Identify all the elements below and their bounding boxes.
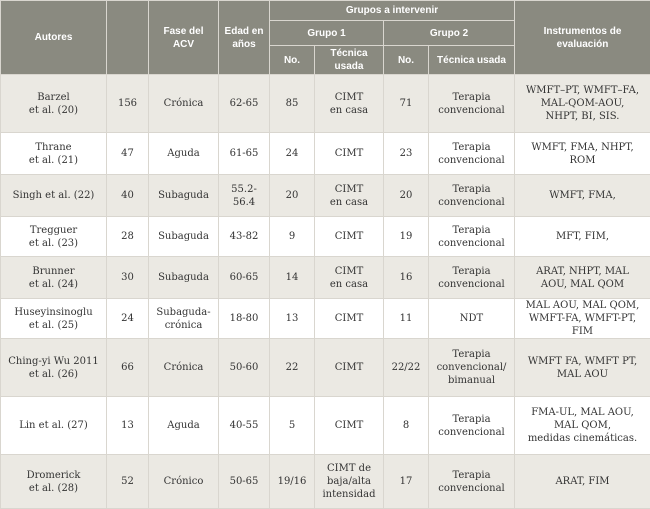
cell-g2-no (384, 217, 429, 257)
cell-n (107, 75, 149, 133)
cell-g1-no-text: 19/16 (278, 475, 307, 488)
cell-fase-text: Crónico (164, 475, 204, 488)
cell-autor-text: Ching-yi Wu 2011 et al. (26) (8, 355, 98, 381)
cell-g2-no-text: 17 (400, 475, 413, 488)
cell-autor-text: Huseyinsinoglu et al. (25) (14, 306, 92, 332)
table-row (1, 257, 650, 299)
cell-fase (149, 175, 219, 217)
cell-g1-no (270, 257, 315, 299)
cell-g2-no-text: 23 (400, 147, 413, 160)
cell-instrumentos (515, 75, 650, 133)
cell-g2-tecnica (429, 299, 515, 339)
cell-edad (219, 397, 270, 455)
cell-g1-tecnica-text: CIMT en casa (330, 91, 368, 117)
cell-fase (149, 299, 219, 339)
cell-instrumentos-text: WMFT, FMA, (549, 189, 616, 202)
cell-instrumentos (515, 257, 650, 299)
cell-autor-text: Singh et al. (22) (13, 189, 95, 202)
table-row (1, 339, 650, 397)
cell-g1-no (270, 175, 315, 217)
cell-autor-text: Barzel et al. (20) (29, 91, 78, 117)
cell-fase-text: Subaguda- crónica (156, 306, 210, 332)
cell-g1-tecnica-text: CIMT (335, 147, 364, 160)
cell-fase-text: Aguda (167, 419, 199, 432)
cell-fase-text: Aguda (167, 147, 199, 160)
cell-g2-no (384, 299, 429, 339)
col-header-edad: Edad en años (219, 1, 270, 75)
cell-edad-text: 43-82 (230, 230, 259, 243)
cell-fase (149, 217, 219, 257)
cell-fase (149, 133, 219, 175)
cell-g2-no-text: 11 (400, 312, 413, 325)
cell-g1-no (270, 133, 315, 175)
cell-g2-no-text: 16 (400, 271, 413, 284)
cell-fase (149, 75, 219, 133)
cell-g2-no (384, 257, 429, 299)
cell-instrumentos-text: MFT, FIM, (556, 230, 609, 243)
cell-instrumentos (515, 217, 650, 257)
cell-autor-text: Lin et al. (27) (19, 419, 88, 432)
table-row (1, 75, 650, 133)
cell-n-text: 13 (121, 419, 134, 432)
col-header-instrumentos: Instrumentos de evaluación (515, 1, 650, 75)
cell-g1-tecnica-text: CIMT en casa (330, 183, 368, 209)
col-header-g2-no: No. (384, 46, 429, 75)
col-header-fase: Fase del ACV (149, 1, 219, 75)
cell-edad-text: 40-55 (230, 419, 259, 432)
cell-g2-tecnica (429, 75, 515, 133)
cell-n-text: 66 (121, 361, 134, 374)
cell-edad (219, 175, 270, 217)
cell-autor (1, 175, 107, 217)
cell-fase-text: Subaguda (158, 189, 209, 202)
cell-n-text: 40 (121, 189, 134, 202)
cell-fase-text: Crónica (164, 97, 204, 110)
cell-edad-text: 50-60 (230, 361, 259, 374)
cell-g1-tecnica (315, 339, 384, 397)
cell-g1-no-text: 85 (286, 97, 299, 110)
cell-g1-no-text: 9 (289, 230, 295, 243)
cell-fase (149, 339, 219, 397)
cell-g2-no (384, 75, 429, 133)
cell-g2-tecnica (429, 133, 515, 175)
table-row (1, 175, 650, 217)
cell-g1-tecnica-text: CIMT (335, 361, 364, 374)
cell-autor-text: Brunner et al. (24) (29, 265, 78, 291)
cell-g1-no (270, 455, 315, 509)
cell-g1-tecnica (315, 299, 384, 339)
cell-n-text: 28 (121, 230, 134, 243)
cell-g1-no-text: 13 (286, 312, 299, 325)
cell-autor (1, 339, 107, 397)
cell-autor-text: Thrane et al. (21) (29, 141, 78, 167)
col-header-g1-no: No. (270, 46, 315, 75)
cell-fase (149, 455, 219, 509)
cell-edad-text: 50-65 (230, 475, 259, 488)
cell-g2-no-text: 19 (400, 230, 413, 243)
cell-edad (219, 299, 270, 339)
cell-g1-no (270, 339, 315, 397)
cell-edad (219, 75, 270, 133)
cell-g2-no (384, 175, 429, 217)
cell-g2-no-text: 8 (403, 419, 409, 432)
cell-g2-no (384, 455, 429, 509)
cell-fase (149, 397, 219, 455)
cell-n (107, 339, 149, 397)
cell-n-text: 156 (118, 97, 137, 110)
cell-edad-text: 61-65 (230, 147, 259, 160)
cell-autor (1, 217, 107, 257)
cell-g1-no-text: 5 (289, 419, 295, 432)
cell-n-text: 52 (121, 475, 134, 488)
cell-g1-tecnica-text: CIMT (335, 230, 364, 243)
table-row (1, 217, 650, 257)
cell-edad (219, 455, 270, 509)
cell-g1-tecnica-text: CIMT (335, 312, 364, 325)
cell-instrumentos (515, 133, 650, 175)
cell-g1-tecnica-text: CIMT en casa (330, 265, 368, 291)
cell-g1-tecnica (315, 175, 384, 217)
table-row (1, 397, 650, 455)
cell-g1-no (270, 299, 315, 339)
cell-g2-tecnica (429, 339, 515, 397)
cell-instrumentos-text: WMFT FA, WMFT PT, MAL AOU (528, 355, 637, 381)
cell-edad (219, 133, 270, 175)
cell-n-text: 47 (121, 147, 134, 160)
cell-g2-tecnica-text: Terapia convencional (438, 183, 505, 209)
cell-g1-no-text: 22 (286, 361, 299, 374)
col-header-autores: Autores (1, 1, 107, 75)
cell-g2-tecnica-text: Terapia convencional (438, 91, 505, 117)
cell-g2-no-text: 71 (400, 97, 413, 110)
cell-autor (1, 257, 107, 299)
cell-g2-tecnica-text: Terapia convencional (438, 141, 505, 167)
cell-n (107, 455, 149, 509)
cell-g1-tecnica-text: CIMT (335, 419, 364, 432)
cell-g1-no-text: 14 (286, 271, 299, 284)
cell-g1-tecnica (315, 133, 384, 175)
cell-edad (219, 257, 270, 299)
col-header-n (107, 1, 149, 75)
cell-instrumentos-text: WMFT–PT, WMFT–FA, MAL-QOM-AOU, NHPT, BI, SIS. (526, 84, 639, 123)
cell-instrumentos-text: ARAT, NHPT, MAL AOU, MAL QOM (536, 265, 629, 291)
table-row (1, 133, 650, 175)
cell-n (107, 217, 149, 257)
cell-g2-tecnica-text: Terapia convencional (438, 224, 505, 250)
cell-instrumentos-text: MAL AOU, MAL QOM, WMFT-FA, WMFT-PT, FIM (517, 299, 648, 338)
cell-g1-tecnica (315, 217, 384, 257)
cell-instrumentos-text: WMFT, FMA, NHPT, ROM (517, 141, 648, 167)
cell-autor (1, 397, 107, 455)
cell-edad (219, 339, 270, 397)
cell-fase-text: Subaguda (158, 271, 209, 284)
cell-n (107, 299, 149, 339)
cell-g2-tecnica-text: NDT (460, 312, 483, 325)
cell-g2-tecnica (429, 397, 515, 455)
cell-fase-text: Subaguda (158, 230, 209, 243)
cell-edad-text: 18-80 (230, 312, 259, 325)
cell-instrumentos-text: ARAT, FIM (555, 475, 609, 488)
cell-autor (1, 133, 107, 175)
col-header-g2-tecnica: Técnica usada (429, 46, 515, 75)
cell-g1-no-text: 20 (286, 189, 299, 202)
cell-g2-no-text: 20 (400, 189, 413, 202)
table-row (1, 455, 650, 509)
cell-g2-tecnica-text: Terapia convencional (438, 413, 505, 439)
cell-g2-no (384, 133, 429, 175)
cell-g1-tecnica (315, 397, 384, 455)
cell-fase-text: Crónica (164, 361, 204, 374)
cell-instrumentos (515, 339, 650, 397)
col-header-grupo1: Grupo 1 (270, 21, 384, 46)
cell-instrumentos (515, 299, 650, 339)
cell-g1-tecnica (315, 455, 384, 509)
cell-g1-no-text: 24 (286, 147, 299, 160)
cell-instrumentos (515, 397, 650, 455)
cell-autor (1, 75, 107, 133)
cell-g2-no (384, 397, 429, 455)
cell-edad-text: 62-65 (230, 97, 259, 110)
cell-g2-tecnica-text: Terapia convencional (438, 469, 505, 495)
table-row (1, 299, 650, 339)
cell-n-text: 24 (121, 312, 134, 325)
cell-n (107, 397, 149, 455)
cell-edad-text: 55.2- 56.4 (231, 183, 257, 209)
cell-n-text: 30 (121, 271, 134, 284)
cell-g2-tecnica-text: Terapia convencional/ bimanual (437, 348, 507, 387)
cell-g2-tecnica (429, 217, 515, 257)
cell-g1-no (270, 397, 315, 455)
cell-g2-tecnica-text: Terapia convencional (438, 265, 505, 291)
col-header-g1-tecnica: Técnica usada (315, 46, 384, 75)
cell-n (107, 133, 149, 175)
cell-edad-text: 60-65 (230, 271, 259, 284)
cell-autor-text: Tregguer et al. (23) (29, 224, 78, 250)
cell-g2-no-text: 22/22 (392, 361, 421, 374)
cell-autor-text: Dromerick et al. (28) (27, 469, 81, 495)
cell-g1-tecnica (315, 257, 384, 299)
cell-n (107, 175, 149, 217)
cell-fase (149, 257, 219, 299)
cell-g2-no (384, 339, 429, 397)
cell-g1-no (270, 217, 315, 257)
cell-autor (1, 299, 107, 339)
cell-instrumentos (515, 175, 650, 217)
cell-autor (1, 455, 107, 509)
cell-edad (219, 217, 270, 257)
cell-g2-tecnica (429, 175, 515, 217)
cell-g1-tecnica (315, 75, 384, 133)
cell-g2-tecnica (429, 257, 515, 299)
cell-instrumentos (515, 455, 650, 509)
cell-g1-tecnica-text: CIMT de baja/alta intensidad (322, 462, 375, 501)
cell-instrumentos-text: FMA-UL, MAL AOU, MAL QOM, medidas cinemáticas. (528, 406, 637, 445)
cell-g2-tecnica (429, 455, 515, 509)
col-header-grupo2: Grupo 2 (384, 21, 515, 46)
cell-g1-no (270, 75, 315, 133)
cell-n (107, 257, 149, 299)
col-header-grupos: Grupos a intervenir (270, 1, 515, 21)
